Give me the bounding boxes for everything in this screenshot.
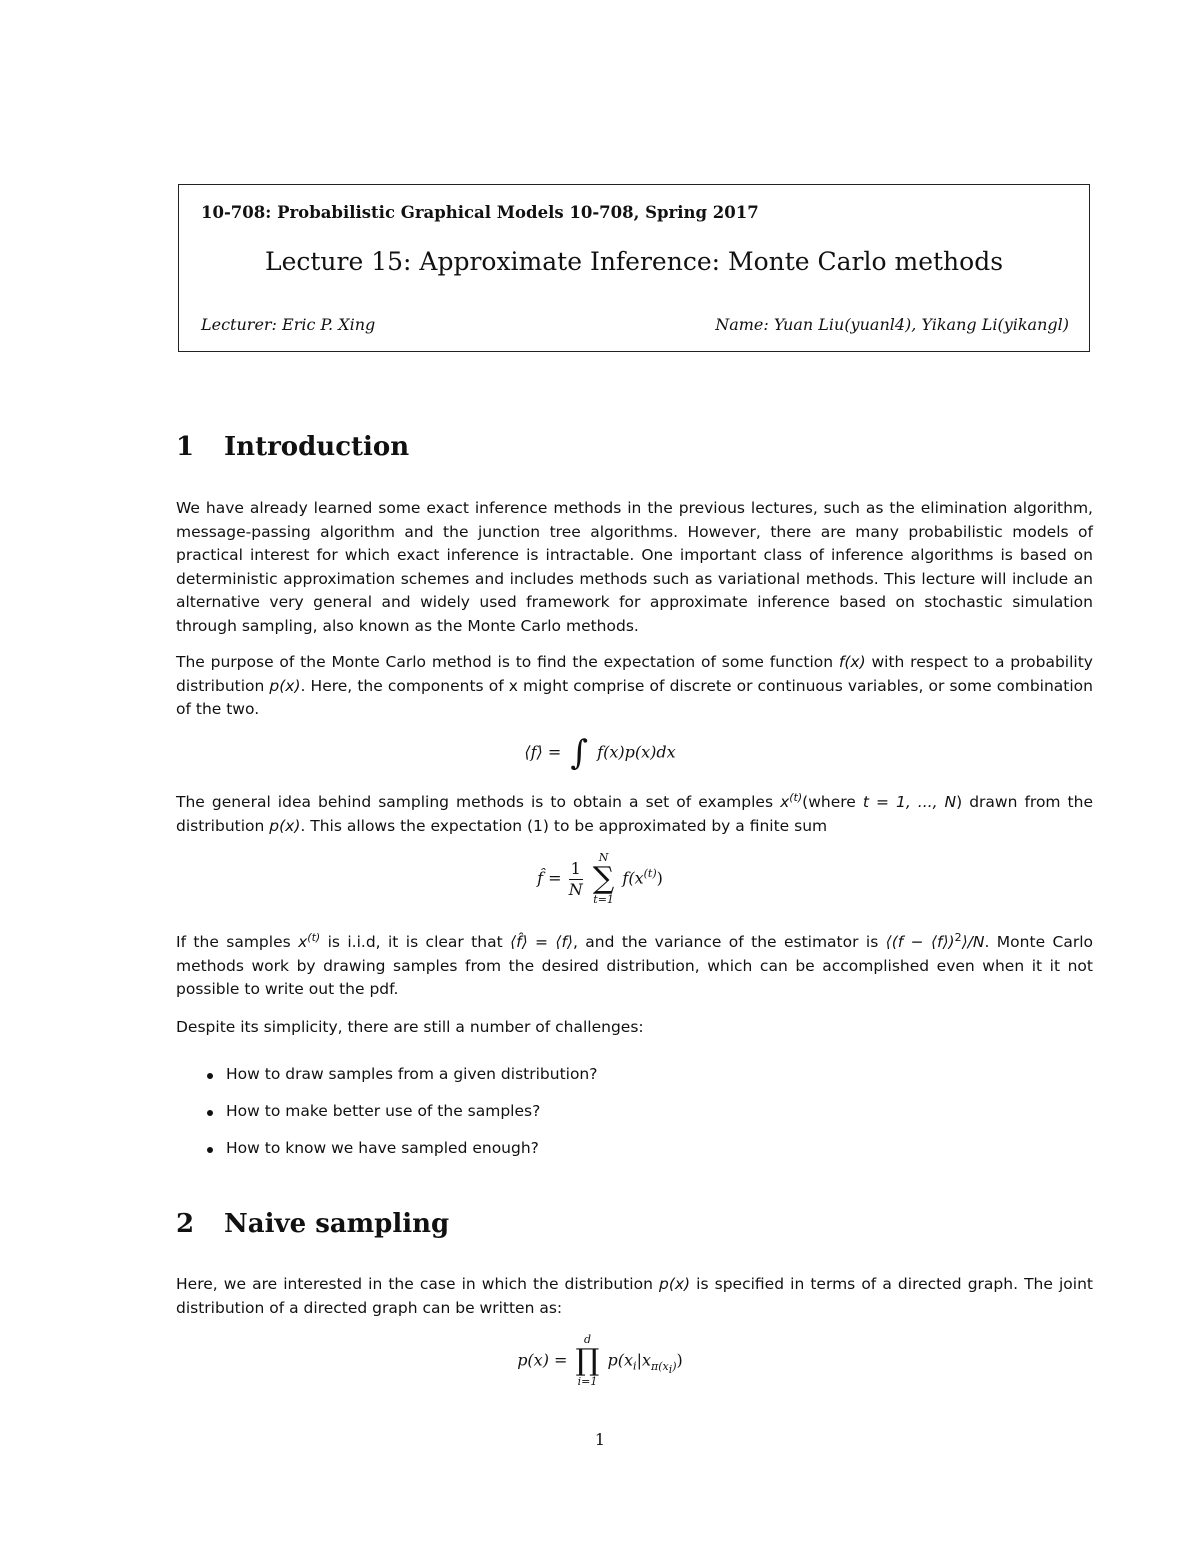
lecture-header-box xyxy=(178,184,1090,352)
math-inline: ⟨(f − ⟨f⟩) xyxy=(885,933,955,951)
equation-expectation xyxy=(0,733,1200,773)
math-inline: f(x) xyxy=(838,653,866,671)
math-inline: ⟨f̂⟩ = ⟨f⟩ xyxy=(510,933,573,951)
product xyxy=(576,1334,600,1388)
sum-symbol: ∑ xyxy=(592,861,615,896)
product-upper-limit: d xyxy=(583,1333,591,1346)
text-run: is specified in terms of a directed graph. The joint distribution of a directed graph can be written as: xyxy=(176,1275,1093,1317)
math-inline: p(x) xyxy=(269,676,301,695)
intro-paragraph-3 xyxy=(176,791,1093,838)
text-run: . Monte Carlo methods work by drawing samples from the desired distribution, which can be accomplished even when it it not possible to write out the pdf. xyxy=(176,933,1093,999)
intro-paragraph-1: We have already learned some exact inference methods in the previous lectures, such as the elimination algorithm, message-passing algorithm and the junction tree algorithms. However, there are many probabilistic models of practical interest for which exact inference is intractable. One important class of inference algorithms is based on deterministic approximation schemes and includes methods such as variational methods. This lecture will include an alternative very general and widely used framework for approximate inference based on stochastic simulation through sampling, also known as the Monte Carlo methods. xyxy=(176,499,1093,635)
sum-lower-limit: t=1 xyxy=(593,893,614,906)
section-heading-introduction xyxy=(176,432,409,462)
section-number: 2 xyxy=(176,1209,195,1239)
closing-paren: ) xyxy=(672,1359,677,1373)
fraction-numerator: 1 xyxy=(570,858,581,878)
sum-upper-limit: N xyxy=(598,851,609,864)
list-item: How to know we have sampled enough? xyxy=(176,1139,598,1176)
list-item: How to draw samples from a given distribution? xyxy=(176,1065,598,1102)
text-run: . Here, the components of x might comprise of discrete or continuous variables, or some combination of the two. xyxy=(176,676,1093,719)
closing-paren: ) xyxy=(676,1350,683,1370)
text-run: , and the variance of the estimator is xyxy=(572,933,886,951)
equation-lhs: f̂ = xyxy=(537,868,562,888)
equation-rhs: f(x)p(x)dx xyxy=(597,742,676,762)
equation-term: p(x xyxy=(607,1350,634,1370)
list-item: How to make better use of the samples? xyxy=(176,1102,598,1139)
parents-term: π(x xyxy=(650,1359,669,1373)
text-run: is i.i.d, it is clear that xyxy=(320,933,511,951)
math-superscript: 2 xyxy=(954,930,962,944)
text-run: The purpose of the Monte Carlo method is to find the expectation of some function xyxy=(176,653,839,671)
fraction-denominator: N xyxy=(568,879,583,899)
text-run: If the samples xyxy=(176,933,299,951)
text-run: (where xyxy=(802,793,863,811)
parents-subscript xyxy=(650,1359,677,1376)
text-run: ) drawn from the distribution xyxy=(176,793,1093,835)
product-symbol: ∏ xyxy=(575,1343,600,1378)
product-lower-limit: i=1 xyxy=(577,1375,598,1388)
fraction xyxy=(569,859,583,900)
section-title: Naive sampling xyxy=(224,1209,450,1239)
section-number: 1 xyxy=(176,432,195,462)
equation-estimator xyxy=(0,852,1200,906)
equation-lhs: p(x) = xyxy=(517,1350,568,1370)
course-line: 10-708: Probabilistic Graphical Models 10-708, Spring 2017 xyxy=(201,203,759,222)
equation-joint-distribution xyxy=(0,1334,1200,1388)
text-run: The general idea behind sampling methods is to obtain a set of examples xyxy=(176,793,781,811)
integral-symbol: ∫ xyxy=(570,733,589,773)
math-subscript: i xyxy=(668,1362,673,1376)
section-title: Introduction xyxy=(224,432,410,462)
math-inline: p(x) xyxy=(269,816,301,835)
math-inline: p(x) xyxy=(658,1275,691,1293)
equation-term: |x xyxy=(636,1350,651,1370)
math-superscript: (t) xyxy=(643,867,657,881)
lecturer-line: Lecturer: Eric P. Xing xyxy=(201,315,376,334)
lecture-title: Lecture 15: Approximate Inference: Monte Carlo methods xyxy=(264,247,1004,276)
naive-paragraph-1 xyxy=(176,1273,1093,1320)
equation-lhs: ⟨f⟩ = xyxy=(524,742,562,762)
summation xyxy=(593,852,614,906)
math-inline: x xyxy=(298,933,308,951)
math-inline: x xyxy=(780,793,790,811)
equation-term: f(x xyxy=(622,868,644,888)
challenges-list xyxy=(176,1065,598,1176)
math-inline: t = 1, ..., N xyxy=(862,793,957,811)
page-number: 1 xyxy=(594,1430,606,1449)
math-superscript: (t) xyxy=(307,930,321,944)
intro-paragraph-2 xyxy=(176,651,1093,722)
math-subscript: i xyxy=(633,1359,637,1373)
intro-paragraph-4 xyxy=(176,931,1093,1002)
text-run: . This allows the expectation (1) to be approximated by a finite sum xyxy=(300,816,828,835)
text-run: with respect to a probability distribution xyxy=(176,653,1093,695)
intro-paragraph-5: Despite its simplicity, there are still a number of challenges: xyxy=(176,1018,644,1036)
math-inline: ⟩/N xyxy=(961,933,985,951)
section-heading-naive-sampling xyxy=(176,1209,449,1239)
closing-paren: ) xyxy=(656,868,663,888)
math-superscript: (t) xyxy=(789,790,803,804)
scribe-names: Name: Yuan Liu(yuanl4), Yikang Li(yikangl) xyxy=(715,315,1069,334)
text-run: Here, we are interested in the case in which the distribution xyxy=(176,1275,659,1293)
